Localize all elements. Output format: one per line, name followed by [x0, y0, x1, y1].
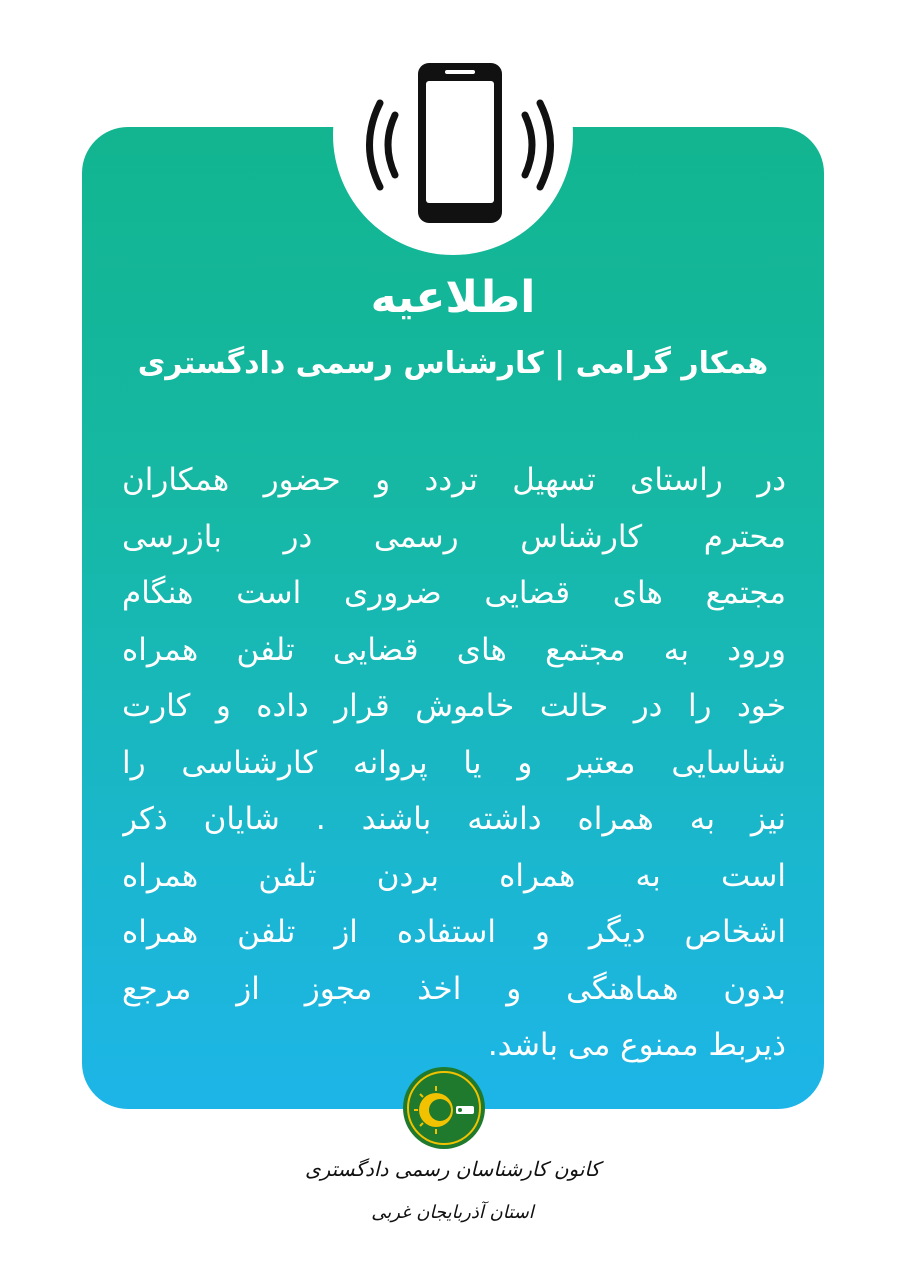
body-line: نیز به همراه داشته باشند . شایان ذکر: [122, 801, 786, 837]
bar-association-emblem-icon: [402, 1066, 486, 1150]
body-line: بدون هماهنگی و اخذ مجوز از مرجع: [122, 970, 786, 1007]
body-line: مجتمع های قضایی ضروری است هنگام: [122, 575, 786, 611]
body-line: ذیربط ممنوع می باشد.: [487, 1027, 786, 1063]
body-line: محترم کارشناس رسمی در بازرسی: [122, 518, 786, 555]
notice-subtitle: همکار گرامی | کارشناس رسمی دادگستری: [137, 346, 769, 381]
body-line: است به همراه بردن تلفن همراه: [122, 857, 786, 894]
org-name: کانون کارشناسان رسمی دادگستری: [304, 1157, 601, 1181]
notice-title: اطلاعیه: [370, 272, 536, 323]
body-line: اشخاص دیگر و استفاده از تلفن همراه: [122, 914, 786, 950]
notice-body: [122, 452, 786, 1074]
body-line: در راستای تسهیل تردد و حضور همکاران: [122, 462, 786, 498]
body-line: ورود به مجتمع های قضایی تلفن همراه: [122, 631, 786, 668]
phone-badge: [333, 15, 573, 255]
vibrating-phone-icon: [333, 15, 573, 255]
body-line: خود را در حالت خاموش قرار داده و کارت: [122, 688, 786, 724]
body-line: شناسایی معتبر و یا پروانه کارشناسی را: [122, 744, 786, 781]
province-name: استان آذربایجان غربی: [371, 1202, 534, 1223]
